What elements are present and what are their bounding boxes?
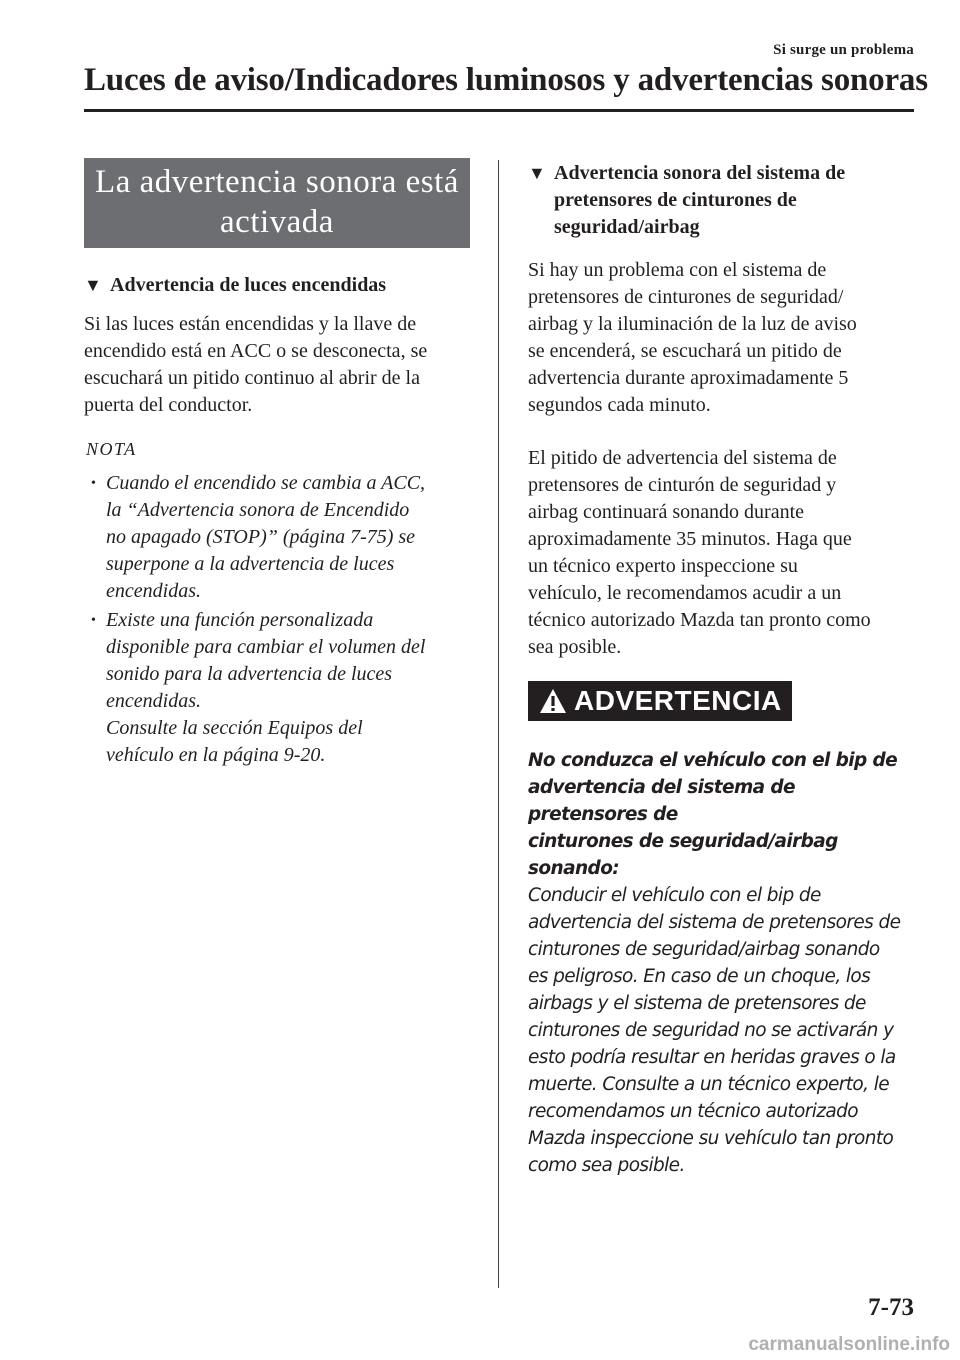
section-title: La advertencia sonora está activada: [84, 158, 470, 248]
bullet-icon: •: [91, 613, 96, 628]
warning-body: Conducir el vehículo con el bip de advertencia del sistema de pretensores de cinturones de seguridad/airbag sonando es peligroso. En caso de un choque, los airbags y el sistema de pretensores de cinturones de seguridad no se activarán y esto podría resultar en heridas graves o la muerte. Consulte a un técnico experto, le recomendamos un técnico autorizado Mazda inspeccione su vehículo tan pronto como sea posible.: [528, 885, 901, 1176]
lights-on-paragraph: Si las luces están encendidas y la llave de encendido está en ACC o se desconecta, se escuchará un pitido continuo al abrir de la puerta del conductor.: [84, 313, 428, 416]
airbag-paragraph-2: El pitido de advertencia del sistema de pretensores de cinturón de seguridad y airbag continuará sonando durante aproximadamente 35 minutos. Haga que un técnico experto inspeccione su vehículo, le recomendamos acudir a un técnico autorizado Mazda tan pronto como sea posible.: [528, 447, 871, 658]
airbag-paragraph-1: Si hay un problema con el sistema de pretensores de cinturones de seguridad/ airbag y la iluminación de la luz de aviso se encenderá, se escuchará un pitido de advertencia durante aproximadamente 5 segundos cada minuto.: [528, 259, 857, 416]
triangle-down-icon: ▼: [84, 275, 102, 295]
nota-list: [84, 470, 470, 769]
warning-heading: No conduzca el vehículo con el bip de advertencia del sistema de pretensores de cinturones de seguridad/airbag sonando:: [528, 750, 898, 879]
left-column: [84, 158, 470, 769]
nota-item: • Cuando el encendido se cambia a ACC, la “Advertencia sonora de Encendido no apagado (STOP)” (página 7-75) se superpone a la advertencia de luces encendidas.: [91, 472, 426, 602]
triangle-down-icon: ▼: [528, 163, 546, 183]
page-number: 7-73: [868, 1294, 914, 1321]
airbag-subhead: ▼ Advertencia sonora del sistema de pretensores de cinturones de seguridad/airbag: [528, 160, 914, 241]
right-column: [528, 160, 914, 1179]
warning-box: [528, 681, 914, 721]
chapter-title: Si surge un problema: [773, 42, 914, 58]
nota-item: • Existe una función personalizada disponible para cambiar el volumen del sonido para la advertencia de luces encendidas. Consulte la sección Equipos del vehículo en la página 9-20.: [91, 609, 426, 766]
bullet-icon: •: [91, 476, 96, 491]
nota-label: NOTA: [86, 439, 137, 459]
page-header-title: Luces de aviso/Indicadores luminosos y advertencias sonoras: [84, 62, 928, 98]
watermark: carmanualsonline.info: [748, 1334, 950, 1355]
warning-label: ADVERTENCIA: [528, 681, 792, 721]
warning-triangle-icon: [538, 687, 568, 715]
column-divider: [498, 160, 499, 1288]
header-rule: [84, 109, 914, 112]
lights-on-subhead: ▼ Advertencia de luces encendidas: [84, 272, 470, 299]
